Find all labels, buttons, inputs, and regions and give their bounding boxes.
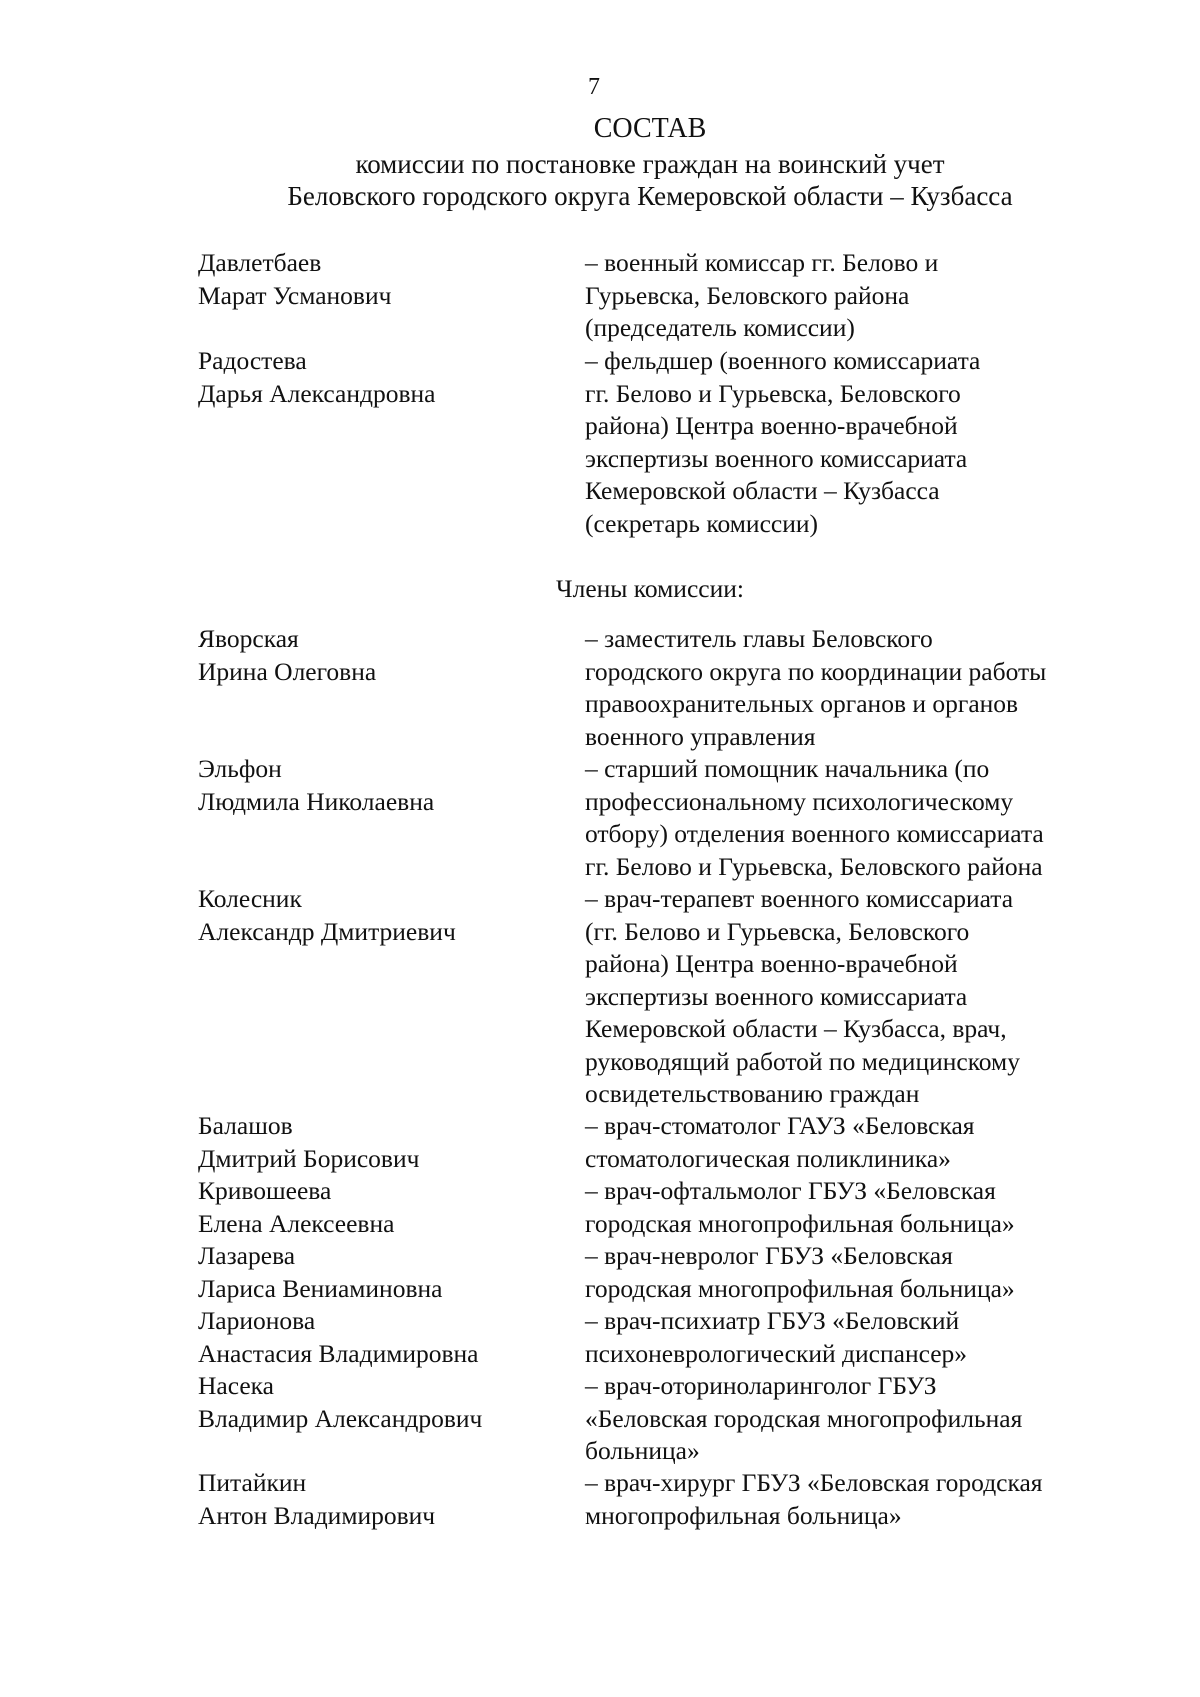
role-line: – врач-невролог ГБУЗ «Беловская bbox=[585, 1241, 953, 1270]
member-given-name: Антон Владимирович bbox=[198, 1500, 436, 1530]
member-given-name: Владимир Александрович bbox=[198, 1403, 483, 1433]
member-name bbox=[198, 345, 538, 410]
role-line: Кемеровской области – Кузбасса, врач, bbox=[585, 1014, 1007, 1043]
role-line: «Беловская городская многопрофильная bbox=[585, 1403, 1023, 1433]
role-line: профессиональному психологическому bbox=[585, 786, 1014, 816]
member-name bbox=[198, 753, 538, 818]
member-surname: Радостева bbox=[198, 346, 307, 375]
member-role bbox=[585, 753, 1125, 883]
role-line: – врач-терапевт военного комиссариата bbox=[585, 884, 1014, 913]
member-surname: Балашов bbox=[198, 1111, 293, 1140]
role-line: руководящий работой по медицинскому bbox=[585, 1046, 1020, 1076]
member-given-name: Дмитрий Борисович bbox=[198, 1143, 420, 1173]
member-name bbox=[198, 1110, 538, 1175]
member-given-name: Александр Дмитриевич bbox=[198, 916, 456, 946]
member-name bbox=[198, 1467, 538, 1532]
member-role bbox=[585, 345, 1125, 540]
role-line: – фельдшер (военного комиссариата bbox=[585, 346, 981, 375]
role-line: Гурьевска, Беловского района bbox=[585, 280, 910, 310]
member-given-name: Лариса Вениаминовна bbox=[198, 1273, 443, 1303]
member-name bbox=[198, 247, 538, 312]
member-role bbox=[585, 1370, 1125, 1468]
role-line: – врач-офтальмолог ГБУЗ «Беловская bbox=[585, 1176, 996, 1205]
member-name bbox=[198, 1240, 538, 1305]
role-line: – военный комиссар гг. Белово и bbox=[585, 248, 939, 277]
member-given-name: Ирина Олеговна bbox=[198, 656, 377, 686]
member-name bbox=[198, 1370, 538, 1435]
role-line: – заместитель главы Беловского bbox=[585, 624, 933, 653]
member-surname: Колесник bbox=[198, 884, 302, 913]
role-line: – врач-оториноларинголог ГБУЗ bbox=[585, 1371, 937, 1400]
role-line: психоневрологический диспансер» bbox=[585, 1338, 968, 1368]
role-line: экспертизы военного комиссариата bbox=[585, 443, 968, 473]
role-line: (секретарь комиссии) bbox=[585, 508, 818, 538]
role-line: городская многопрофильная больница» bbox=[585, 1208, 1015, 1238]
member-name bbox=[198, 883, 538, 948]
member-name bbox=[198, 1175, 538, 1240]
role-line: стоматологическая поликлиника» bbox=[585, 1143, 951, 1173]
role-line: многопрофильная больница» bbox=[585, 1500, 902, 1530]
role-line: гг. Белово и Гурьевска, Беловского района bbox=[585, 851, 1043, 881]
role-line: экспертизы военного комиссариата bbox=[585, 981, 968, 1011]
member-surname: Насека bbox=[198, 1371, 275, 1400]
member-surname: Эльфон bbox=[198, 754, 282, 783]
member-role bbox=[585, 1175, 1125, 1240]
member-role bbox=[585, 623, 1125, 753]
member-name bbox=[198, 623, 538, 688]
member-given-name: Марат Усманович bbox=[198, 280, 392, 310]
role-line: правоохранительных органов и органов bbox=[585, 689, 1019, 718]
page-number: 7 bbox=[588, 74, 600, 100]
role-line: (гг. Белово и Гурьевска, Беловского bbox=[585, 916, 970, 946]
member-surname: Давлетбаев bbox=[198, 248, 322, 277]
member-surname: Лазарева bbox=[198, 1241, 296, 1270]
member-role bbox=[585, 1467, 1125, 1532]
document-subtitle-line-1: комиссии по постановке граждан на воинский учет bbox=[355, 149, 945, 179]
role-line: (председатель комиссии) bbox=[585, 313, 855, 342]
role-line: городского округа по координации работы bbox=[585, 656, 1047, 686]
role-line: – старший помощник начальника (по bbox=[585, 754, 990, 783]
member-given-name: Дарья Александровна bbox=[198, 378, 436, 408]
role-line: военного управления bbox=[585, 721, 816, 751]
role-line: больница» bbox=[585, 1436, 700, 1465]
role-line: отбору) отделения военного комиссариата bbox=[585, 819, 1044, 848]
role-line: освидетельствованию граждан bbox=[585, 1079, 920, 1108]
member-role bbox=[585, 1110, 1125, 1175]
member-role bbox=[585, 883, 1125, 1111]
role-line: – врач-психиатр ГБУЗ «Беловский bbox=[585, 1306, 960, 1335]
role-line: городская многопрофильная больница» bbox=[585, 1273, 1015, 1303]
member-role bbox=[585, 247, 1125, 345]
member-surname: Ларионова bbox=[198, 1306, 316, 1335]
role-line: Кемеровской области – Кузбасса bbox=[585, 476, 940, 505]
role-line: района) Центра военно-врачебной bbox=[585, 411, 958, 440]
role-line: – врач-стоматолог ГАУЗ «Беловская bbox=[585, 1111, 975, 1140]
document-title: СОСТАВ bbox=[593, 113, 707, 144]
role-line: – врач-хирург ГБУЗ «Беловская городская bbox=[585, 1468, 1043, 1497]
member-given-name: Елена Алексеевна bbox=[198, 1208, 395, 1238]
member-surname: Кривошеева bbox=[198, 1176, 332, 1205]
member-role bbox=[585, 1240, 1125, 1305]
role-line: гг. Белово и Гурьевска, Беловского bbox=[585, 378, 961, 408]
member-surname: Питайкин bbox=[198, 1468, 307, 1497]
member-given-name: Анастасия Владимировна bbox=[198, 1338, 479, 1368]
member-surname: Яворская bbox=[198, 624, 299, 653]
member-role bbox=[585, 1305, 1125, 1370]
role-line: района) Центра военно-врачебной bbox=[585, 949, 958, 978]
member-name bbox=[198, 1305, 538, 1370]
member-given-name: Людмила Николаевна bbox=[198, 786, 435, 816]
document-subtitle-line-2: Беловского городского округа Кемеровской области – Кузбасса bbox=[287, 181, 1013, 211]
members-heading: Члены комиссии: bbox=[556, 574, 744, 603]
